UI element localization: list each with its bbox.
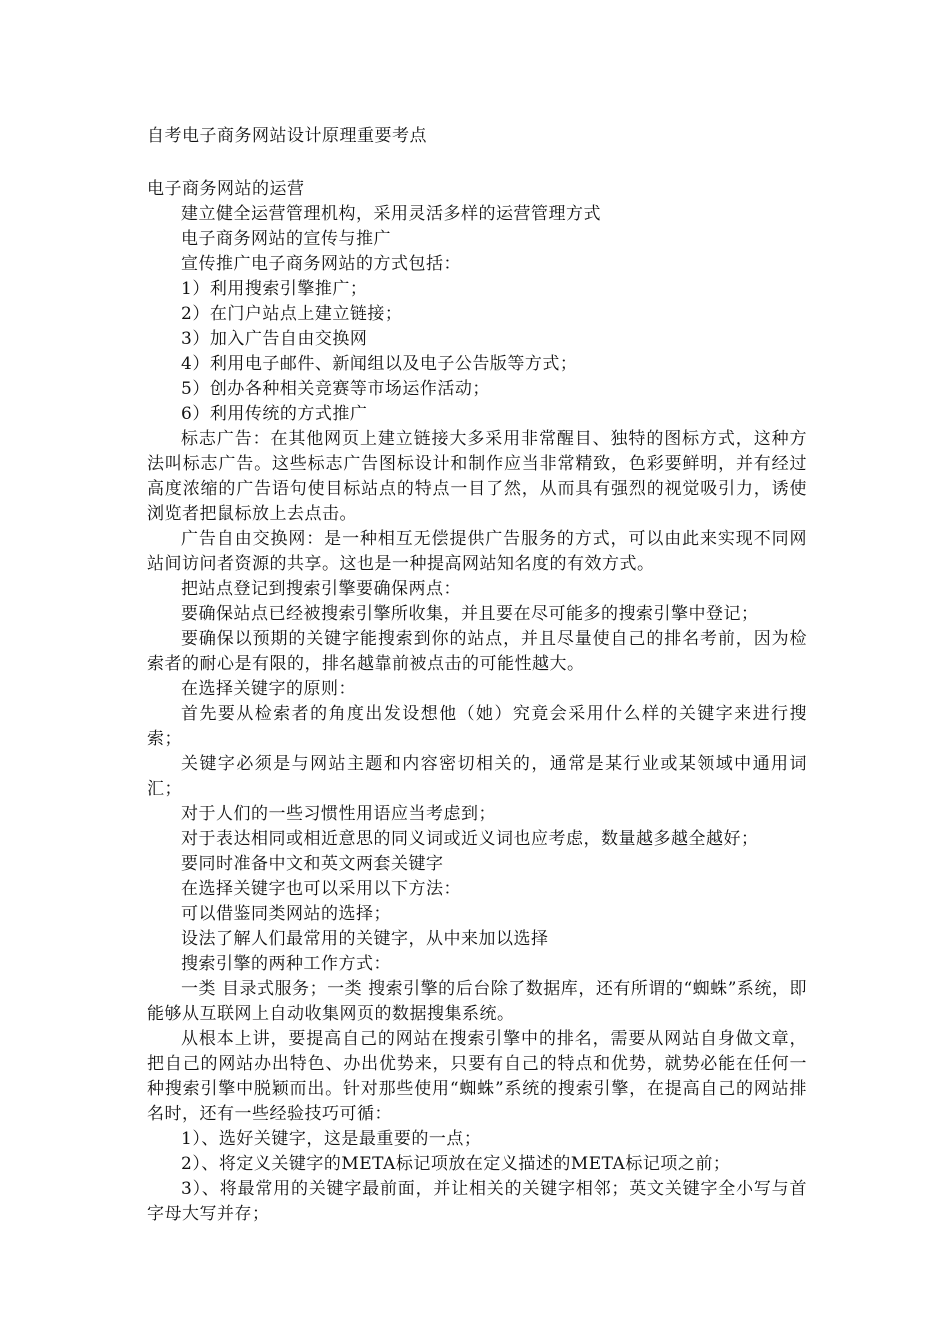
paragraph: 3）、将最常用的关键字最前面，并让相关的关键字相邻；英文关键字全小写与首字母大写并存； <box>147 1179 807 1224</box>
paragraph: 把站点登记到搜索引擎要确保两点： <box>181 579 461 599</box>
paragraph: 5）创办各种相关竞赛等市场运作活动； <box>181 379 490 399</box>
paragraph: 对于表达相同或相近意思的同义词或近义词也应考虑，数量越多越全越好； <box>181 829 759 849</box>
paragraph: 宣传推广电子商务网站的方式包括： <box>181 254 461 274</box>
paragraph: 2）、将定义关键字的META标记项放在定义描述的META标记项之前； <box>181 1154 731 1174</box>
paragraph: 4）利用电子邮件、新闻组以及电子公告版等方式； <box>181 354 578 374</box>
paragraph: 首先要从检索者的角度出发设想他（她）究竟会采用什么样的关键字来进行搜索； <box>147 704 807 749</box>
paragraph: 2）在门户站点上建立链接； <box>181 304 403 324</box>
paragraph: 广告自由交换网：是一种相互无偿提供广告服务的方式，可以由此来实现不同网站间访问者资源的共享。这也是一种提高网站知名度的有效方式。 <box>147 529 807 574</box>
paragraph: 要确保站点已经被搜索引擎所收集，并且要在尽可能多的搜索引擎中登记； <box>181 604 759 624</box>
paragraph: 对于人们的一些习惯性用语应当考虑到； <box>181 804 496 824</box>
paragraph: 1）、选好关键字，这是最重要的一点； <box>181 1129 482 1149</box>
paragraph: 可以借鉴同类网站的选择； <box>181 904 391 924</box>
paragraph-list <box>147 202 807 1227</box>
paragraph: 要确保以预期的关键字能搜索到你的站点，并且尽量使自己的排名考前，因为检索者的耐心是有限的，排名越靠前被点击的可能性越大。 <box>147 629 807 674</box>
section-heading: 电子商务网站的运营 <box>147 179 305 199</box>
paragraph: 搜索引擎的两种工作方式： <box>181 954 391 974</box>
paragraph: 1）利用搜索引擎推广； <box>181 279 368 299</box>
paragraph: 在选择关键字的原则： <box>181 679 356 699</box>
blank-line <box>147 149 807 177</box>
paragraph: 3）加入广告自由交换网 <box>181 329 368 349</box>
document-body <box>147 124 807 1227</box>
paragraph: 一类 目录式服务；一类 搜索引擎的后台除了数据库，还有所谓的“蜘蛛”系统，即能够从互联网上自动收集网页的数据搜集系统。 <box>147 979 807 1024</box>
paragraph: 设法了解人们最常用的关键字，从中来加以选择 <box>181 929 549 949</box>
paragraph: 关键字必须是与网站主题和内容密切相关的，通常是某行业或某领域中通用词汇； <box>147 754 807 799</box>
paragraph: 6）利用传统的方式推广 <box>181 404 368 424</box>
document-title: 自考电子商务网站设计原理重要考点 <box>147 126 427 146</box>
paragraph: 标志广告：在其他网页上建立链接大多采用非常醒目、独特的图标方式，这种方法叫标志广告。这些标志广告图标设计和制作应当非常精致，色彩要鲜明，并有经过高度浓缩的广告语句使目标站点的特点一目了然，从而具有强烈的视觉吸引力，诱使浏览者把鼠标放上去点击。 <box>147 429 807 524</box>
paragraph: 从根本上讲，要提高自己的网站在搜索引擎中的排名，需要从网站自身做文章，把自己的网站办出特色、办出优势来，只要有自己的特点和优势，就势必能在任何一种搜索引擎中脱颖而出。针对那些使用“蜘蛛”系统的搜索引擎，在提高自己的网站排名时，还有一些经验技巧可循： <box>147 1029 807 1124</box>
paragraph: 在选择关键字也可以采用以下方法： <box>181 879 461 899</box>
paragraph: 建立健全运营管理机构，采用灵活多样的运营管理方式 <box>181 204 601 224</box>
paragraph: 电子商务网站的宣传与推广 <box>181 229 391 249</box>
paragraph: 要同时准备中文和英文两套关键字 <box>181 854 444 874</box>
